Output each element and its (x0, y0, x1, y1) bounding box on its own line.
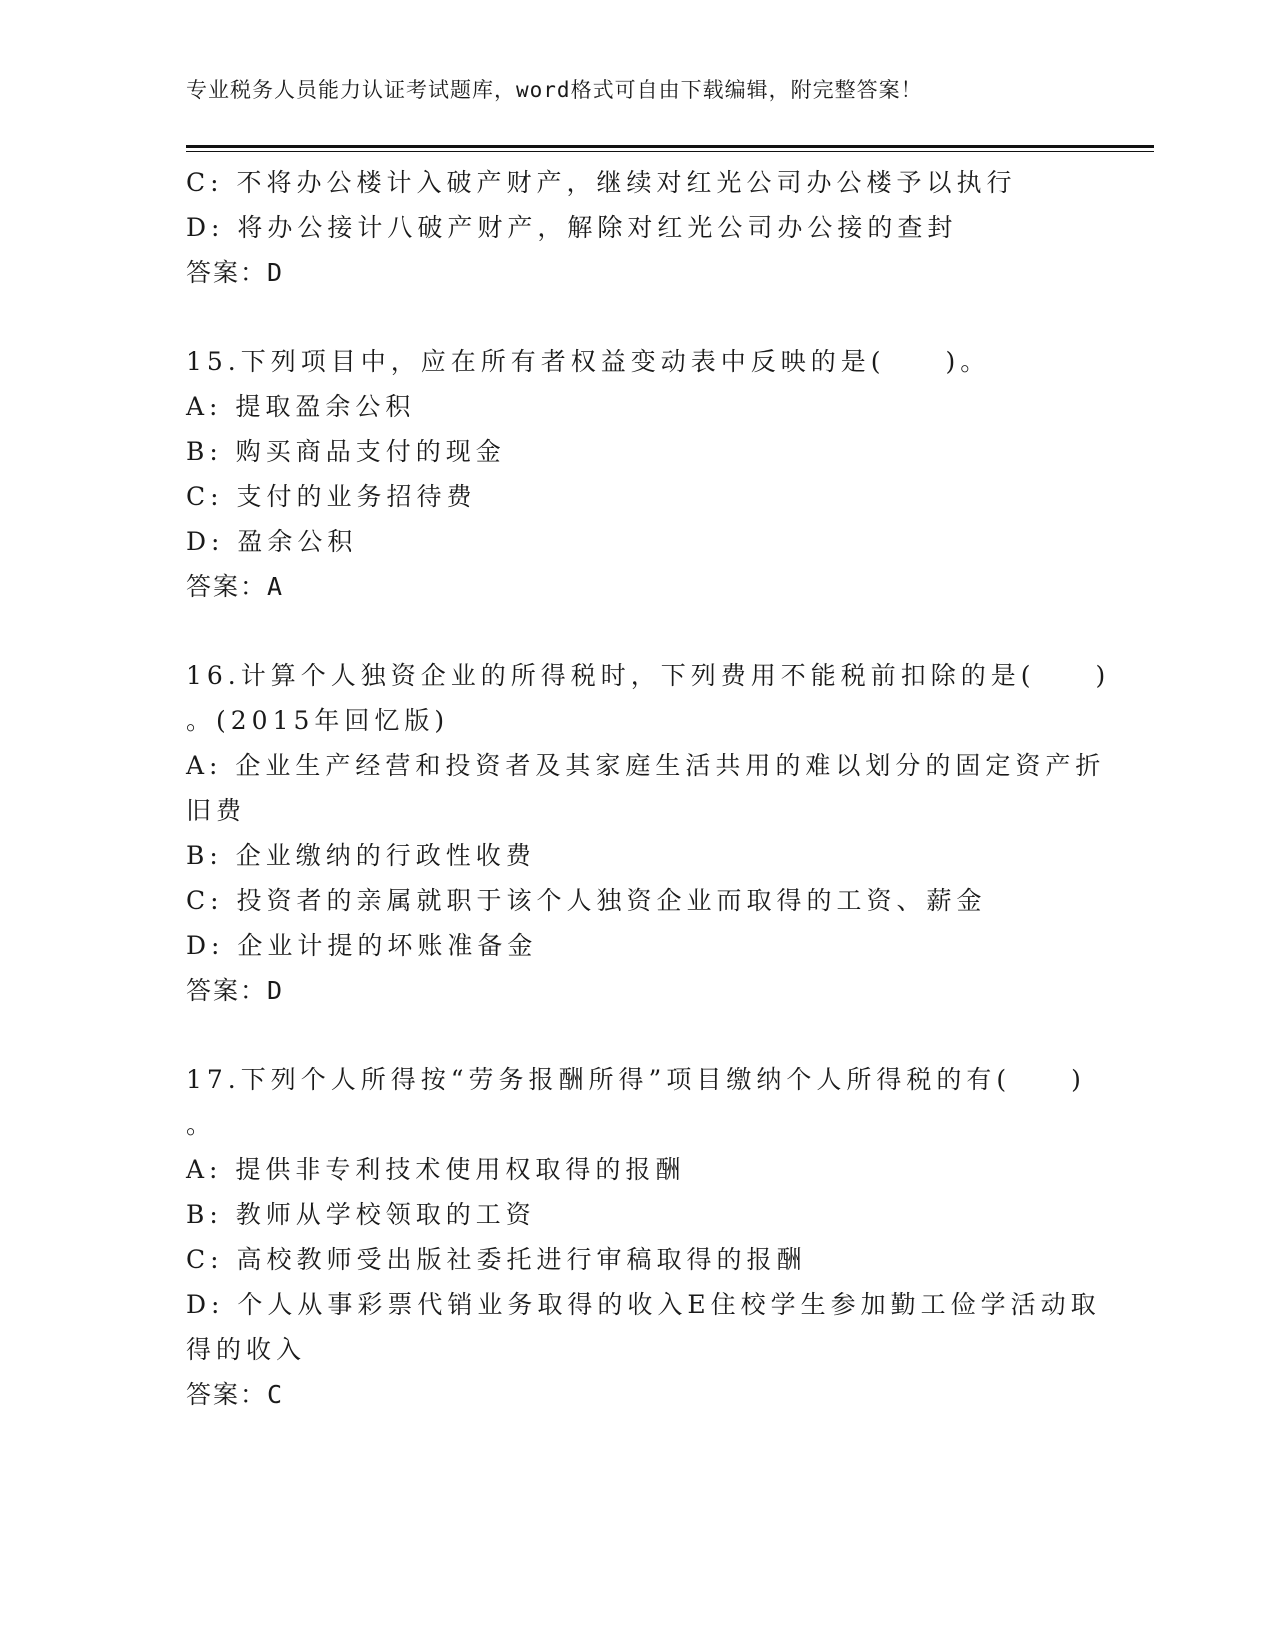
question-stem: 16.计算个人独资企业的所得税时，下列费用不能税前扣除的是( ) (186, 661, 1111, 690)
option-line: A: 提供非专利技术使用权取得的报酬 (186, 1155, 686, 1184)
option-line-cont: 旧费 (186, 796, 247, 825)
question-block (186, 1057, 1101, 1418)
answer-label: 答案： (186, 572, 268, 601)
question-stem: 17.下列个人所得按“劳务报酬所得”项目缴纳个人所得税的有( ) (186, 1065, 1086, 1094)
answer-line (186, 968, 1086, 1014)
option-line: A: 提取盈余公积 (186, 392, 416, 421)
option-line: A: 企业生产经营和投资者及其家庭生活共用的难以划分的固定资产折 (186, 751, 1106, 780)
answer-value: D (267, 258, 285, 287)
header-rule-thin (186, 151, 1154, 152)
question-stem-cont: 。 (186, 1110, 217, 1139)
option-line: B: 企业缴纳的行政性收费 (186, 841, 536, 870)
question-block (186, 339, 1086, 610)
answer-label: 答案： (186, 1380, 268, 1409)
option-line: D: 盈余公积 (186, 527, 358, 556)
option-line: C: 不将办公楼计入破产财产，继续对红光公司办公楼予以执行 (186, 168, 1017, 197)
option-line: D: 将办公接计八破产财产，解除对红光公司办公接的查封 (186, 213, 958, 242)
answer-line (186, 1372, 1086, 1418)
answer-value: D (267, 976, 285, 1005)
question-stem: 15.下列项目中，应在所有者权益变动表中反映的是( )。 (186, 347, 991, 376)
answer-line (186, 564, 1086, 610)
question-stem-cont: 。(2015年回忆版) (186, 706, 450, 735)
option-line: C: 支付的业务招待费 (186, 482, 477, 511)
question-block (186, 160, 1086, 296)
question-content (186, 160, 1111, 1418)
option-line: C: 投资者的亲属就职于该个人独资企业而取得的工资、薪金 (186, 886, 987, 915)
question-block (186, 653, 1111, 1014)
answer-value: C (267, 1380, 285, 1409)
answer-value: A (267, 572, 285, 601)
option-line: C: 高校教师受出版社委托进行审稿取得的报酬 (186, 1245, 807, 1274)
answer-label: 答案： (186, 258, 268, 287)
answer-label: 答案： (186, 976, 268, 1005)
header-rule-thick (186, 145, 1154, 148)
answer-line (186, 250, 1086, 296)
page-header: 专业税务人员能力认证考试题库，word格式可自由下载编辑，附完整答案！ (186, 78, 923, 102)
option-line: B: 购买商品支付的现金 (186, 437, 506, 466)
option-line-cont: 得的收入 (186, 1335, 307, 1364)
option-line: D: 企业计提的坏账准备金 (186, 931, 538, 960)
option-line: B: 教师从学校领取的工资 (186, 1200, 536, 1229)
option-line: D: 个人从事彩票代销业务取得的收入E住校学生参加勤工俭学活动取 (186, 1290, 1101, 1319)
